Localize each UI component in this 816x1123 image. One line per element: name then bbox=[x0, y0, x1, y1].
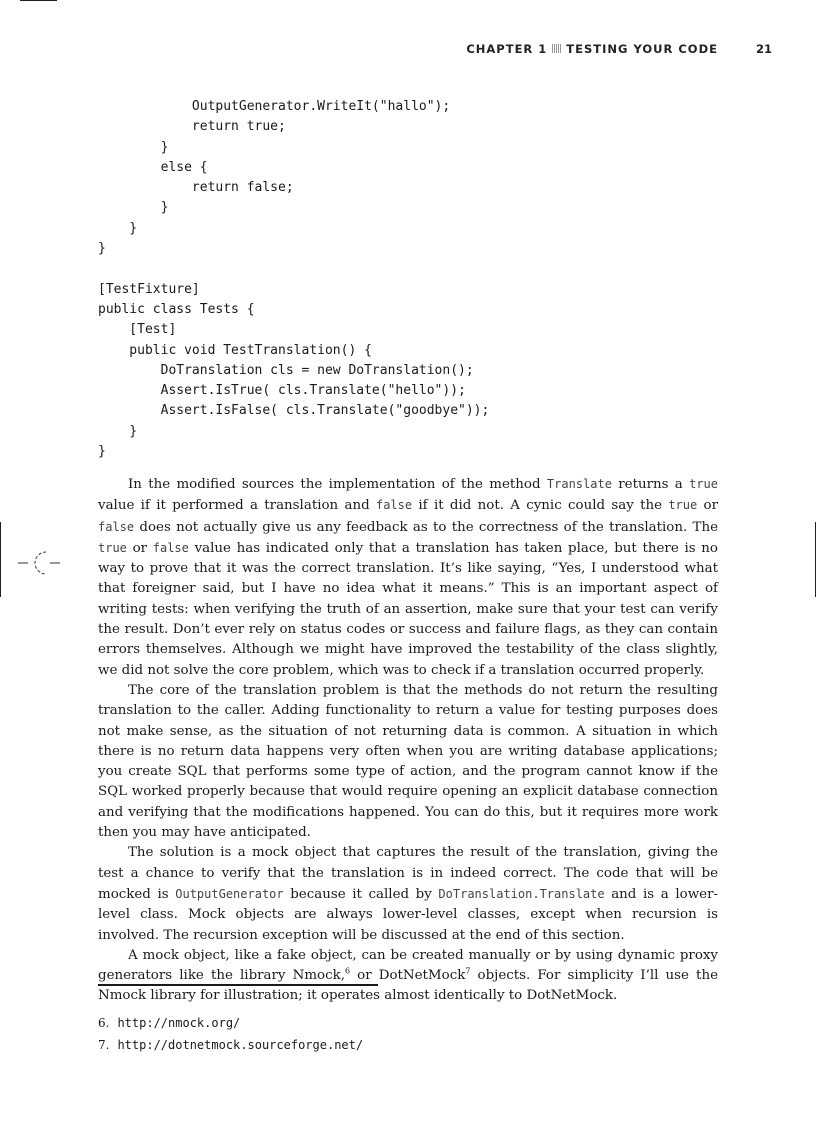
text-run: if it did not. A cynic could say the bbox=[412, 498, 669, 514]
text-run: value has indicated only that a translation has taken place, but there is no way to prove that it was the correct translation. It’s like saying, “Yes, I understood what that foreigner said, but I have no idea what it means.” This is an important aspect of writing tests: when verifying the truth of an assertion, make sure that your test can verify the result. Don’t ever rely on status codes or success and failure flags, as they can contain errors themselves. Although we might have improved the testability of the class slightly, we did not solve the core problem, which was to check if a translation occurred properly. bbox=[98, 540, 718, 678]
code-line: DoTranslation cls = new DoTranslation(); bbox=[98, 362, 474, 378]
text-run: returns a bbox=[611, 477, 690, 492]
margin-mark-left bbox=[0, 522, 1, 597]
footnotes bbox=[98, 1012, 363, 1056]
inline-code: false bbox=[152, 540, 189, 555]
inline-code: DoTranslation.Translate bbox=[438, 886, 605, 901]
paragraph bbox=[98, 474, 718, 681]
inline-code: true bbox=[98, 540, 127, 555]
code-line: else { bbox=[98, 159, 208, 175]
footnote-ref: 6 bbox=[344, 966, 351, 976]
code-line: } bbox=[98, 241, 106, 257]
footnote bbox=[98, 1034, 363, 1056]
text-run: because it called by bbox=[283, 886, 439, 902]
inline-code: OutputGenerator bbox=[175, 886, 284, 901]
code-line: [Test] bbox=[98, 322, 177, 338]
inline-code: false bbox=[98, 519, 135, 534]
text-run: does not actually give us any feedback as to the correctness of the translation. The bbox=[134, 519, 718, 535]
footnote bbox=[98, 1012, 363, 1034]
code-line: } bbox=[98, 423, 138, 439]
page-number: 21 bbox=[755, 42, 772, 56]
code-line: Assert.IsFalse( cls.Translate("goodbye")); bbox=[98, 403, 490, 419]
footnote-link[interactable]: http://dotnetmock.sourceforge.net/ bbox=[117, 1038, 364, 1052]
code-line: } bbox=[98, 220, 138, 236]
code-line: return true; bbox=[98, 119, 286, 135]
text-run: or bbox=[697, 498, 718, 514]
code-line: [TestFixture] bbox=[98, 281, 200, 297]
trim-line bbox=[20, 0, 57, 1]
footnote-link[interactable]: http://nmock.org/ bbox=[117, 1016, 241, 1030]
paragraph: The core of the translation problem is that the methods do not return the resulting translation to the caller. Adding functionality to return a value for testing purposes does not make sense, as the situation of not returning data is common. A situation in which there is no return data happens very often when you are writing database applications; you create SQL that performs some type of action, and the program cannot know if the SQL worked properly because that would require opening an explicit database connection and verifying that the modifications happened. You can do this, but it requires more work then you may have anticipated. bbox=[98, 682, 718, 841]
text-run: or DotNetMock bbox=[350, 968, 466, 984]
text-run: A mock object, like a fake object, can be created manually or by using dynamic proxy generators like the library Nmock, bbox=[98, 947, 718, 984]
running-header bbox=[466, 42, 772, 56]
code-line: public void TestTranslation() { bbox=[98, 342, 372, 358]
text-run: or bbox=[126, 540, 153, 556]
text-run: and is a lower-level class. Mock objects are always lower-level classes, except when recursion is involved. The recursion exception will be discussed at the end of this section. bbox=[98, 886, 719, 943]
footnote-rule bbox=[98, 984, 378, 986]
code-line: return false; bbox=[98, 180, 294, 196]
code-line: public class Tests { bbox=[98, 301, 255, 317]
paragraph bbox=[98, 843, 718, 945]
text-run: In the modified sources the implementation of the method bbox=[128, 477, 547, 492]
code-line: } bbox=[98, 444, 106, 460]
code-line: OutputGenerator.WriteIt("hallo"); bbox=[98, 99, 451, 114]
code-line: } bbox=[98, 139, 169, 155]
inline-code: Translate bbox=[546, 477, 612, 491]
inline-code: false bbox=[375, 498, 413, 513]
text-run: objects. For simplicity I’ll use the Nmock library for illustration; it operates almost identically to DotNetMock. bbox=[98, 968, 718, 1004]
footnote-ref: 7 bbox=[465, 966, 471, 976]
paragraph bbox=[98, 946, 718, 1007]
code-line: Assert.IsTrue( cls.Translate("hello")); bbox=[98, 383, 466, 399]
footnote-number: 7. bbox=[98, 1038, 110, 1052]
inline-code: true bbox=[689, 477, 719, 491]
inline-code: true bbox=[668, 498, 698, 513]
chapter-title: TESTING YOUR CODE bbox=[566, 42, 718, 56]
code-listing bbox=[98, 97, 489, 462]
text-run: value if it performed a translation and bbox=[98, 498, 376, 514]
body-text bbox=[98, 474, 718, 1007]
footnote-number: 6. bbox=[98, 1016, 110, 1030]
registration-mark-icon bbox=[18, 548, 60, 578]
header-separator-icon bbox=[552, 44, 561, 53]
chapter-label: CHAPTER 1 bbox=[466, 42, 548, 56]
text-run: The solution is a mock object that captures the result of the translation, giving the test a chance to verify that the translation is in indeed correct. The code that will be mocked is bbox=[98, 845, 718, 902]
code-line: } bbox=[98, 200, 169, 216]
